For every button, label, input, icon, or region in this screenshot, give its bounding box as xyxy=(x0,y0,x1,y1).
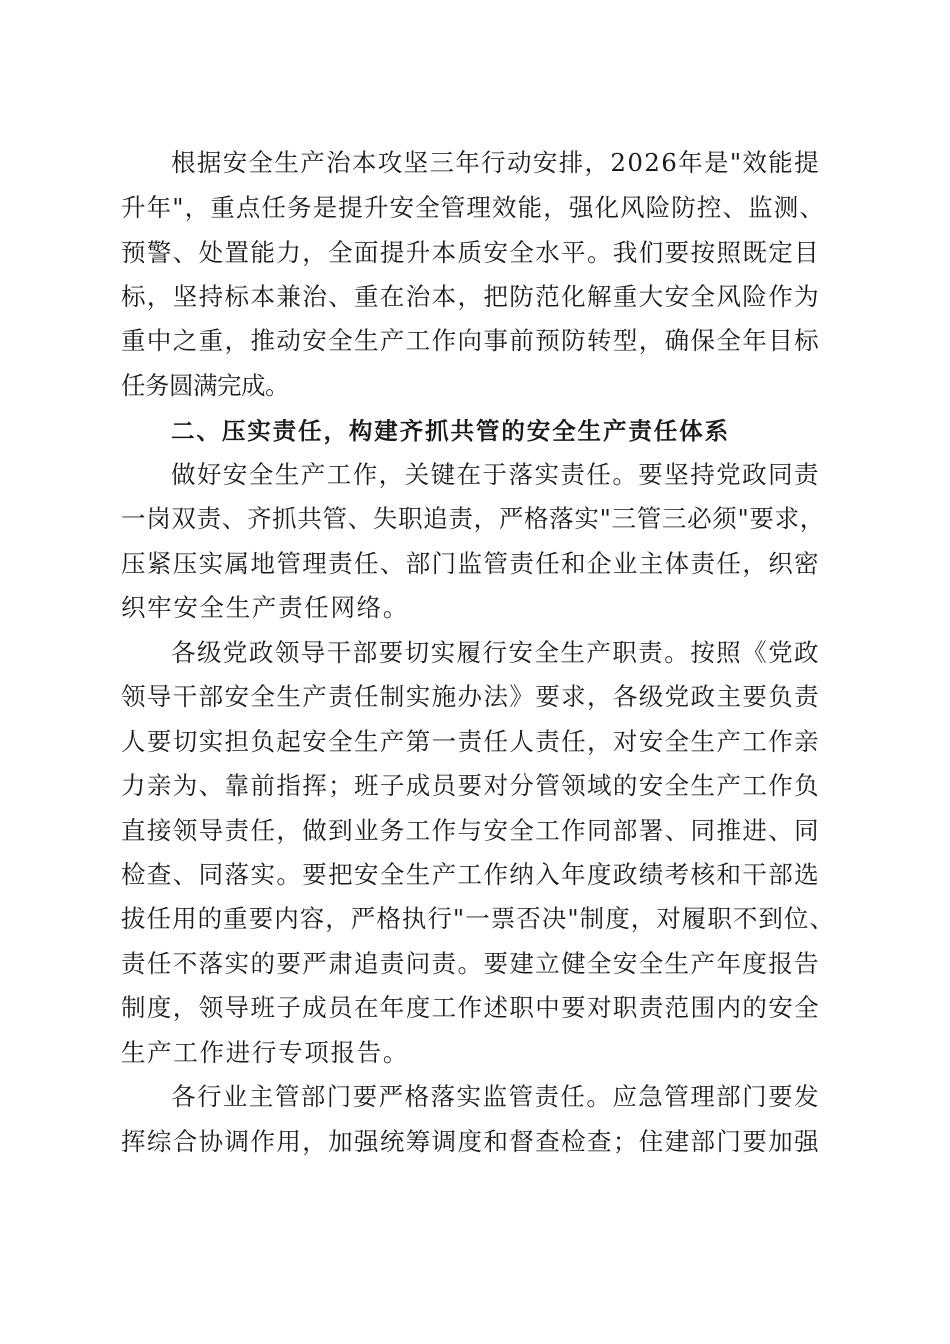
paragraph-1-line-6: 任务圆满完成。 xyxy=(121,371,289,400)
paragraph-4-line-1: 各行业主管部门要严格落实监管责任。应急管理部门要发 xyxy=(171,1082,820,1111)
text-line xyxy=(0,365,950,407)
paragraph-3-line-2: 领导干部安全生产责任制实施办法》要求，各级党政主要负责 xyxy=(121,682,820,711)
text-line xyxy=(0,232,950,274)
text-line xyxy=(0,676,950,718)
text-line xyxy=(0,854,950,896)
paragraph-1-line-3: 预警、处置能力，全面提升本质安全水平。我们要按照既定目 xyxy=(121,238,820,267)
paragraph-3-line-3: 人要切实担负起安全生产第一责任人责任，对安全生产工作亲 xyxy=(121,727,820,756)
text-line xyxy=(0,187,950,229)
text-line xyxy=(0,810,950,852)
paragraph-1-line-5: 重中之重，推动安全生产工作向事前预防转型，确保全年目标 xyxy=(121,326,820,355)
paragraph-2-line-1: 做好安全生产工作，关键在于落实责任。要坚持党政同责 xyxy=(171,460,820,489)
paragraph-4-line-2: 挥综合协调作用，加强统筹调度和督查检查；住建部门要加强 xyxy=(121,1127,820,1156)
section-heading xyxy=(0,410,950,452)
text-line xyxy=(0,1076,950,1118)
text-line xyxy=(0,498,950,540)
paragraph-3-line-9: 制度，领导班子成员在年度工作述职中要对职责范围内的安全 xyxy=(121,993,820,1022)
paragraph-3-line-8: 责任不落实的要严肃追责问责。要建立健全安全生产年度报告 xyxy=(121,949,820,978)
text-line xyxy=(0,276,950,318)
section-heading-text: 二、压实责任，构建齐抓共管的安全生产责任体系 xyxy=(171,417,730,445)
paragraph-3-line-4: 力亲为、靠前指挥；班子成员要对分管领域的安全生产工作负 xyxy=(121,771,820,800)
text-line xyxy=(0,721,950,763)
text-line xyxy=(0,987,950,1029)
text-line xyxy=(0,320,950,362)
text-line xyxy=(0,142,950,184)
paragraph-3-line-6: 检查、同落实。要把安全生产工作纳入年度政绩考核和干部选 xyxy=(121,860,820,889)
text-line xyxy=(0,765,950,807)
text-line xyxy=(0,543,950,585)
text-line xyxy=(0,587,950,629)
paragraph-1-line-2: 升年"，重点任务是提升安全管理效能，强化风险防控、监测、 xyxy=(121,193,825,222)
paragraph-1-line-1: 根据安全生产治本攻坚三年行动安排，2026年是"效能提 xyxy=(171,148,820,177)
text-line xyxy=(0,632,950,674)
paragraph-3-line-10: 生产工作进行专项报告。 xyxy=(121,1038,409,1067)
text-line xyxy=(0,943,950,985)
paragraph-1-line-4: 标，坚持标本兼治、重在治本，把防范化解重大安全风险作为 xyxy=(121,282,820,311)
text-line xyxy=(0,454,950,496)
paragraph-2-line-3: 压紧压实属地管理责任、部门监管责任和企业主体责任，织密 xyxy=(121,549,820,578)
paragraph-2-line-4: 织牢安全生产责任网络。 xyxy=(121,593,409,622)
paragraph-3-line-1: 各级党政领导干部要切实履行安全生产职责。按照《党政 xyxy=(171,638,820,667)
paragraph-2-line-2: 一岗双责、齐抓共管、失职追责，严格落实"三管三必须"要求， xyxy=(121,504,825,533)
text-line xyxy=(0,1121,950,1163)
paragraph-3-line-7: 拔任用的重要内容，严格执行"一票否决"制度，对履职不到位、 xyxy=(121,904,835,933)
text-line xyxy=(0,898,950,940)
paragraph-3-line-5: 直接领导责任，做到业务工作与安全工作同部署、同推进、同 xyxy=(121,816,820,845)
text-line xyxy=(0,1032,950,1074)
